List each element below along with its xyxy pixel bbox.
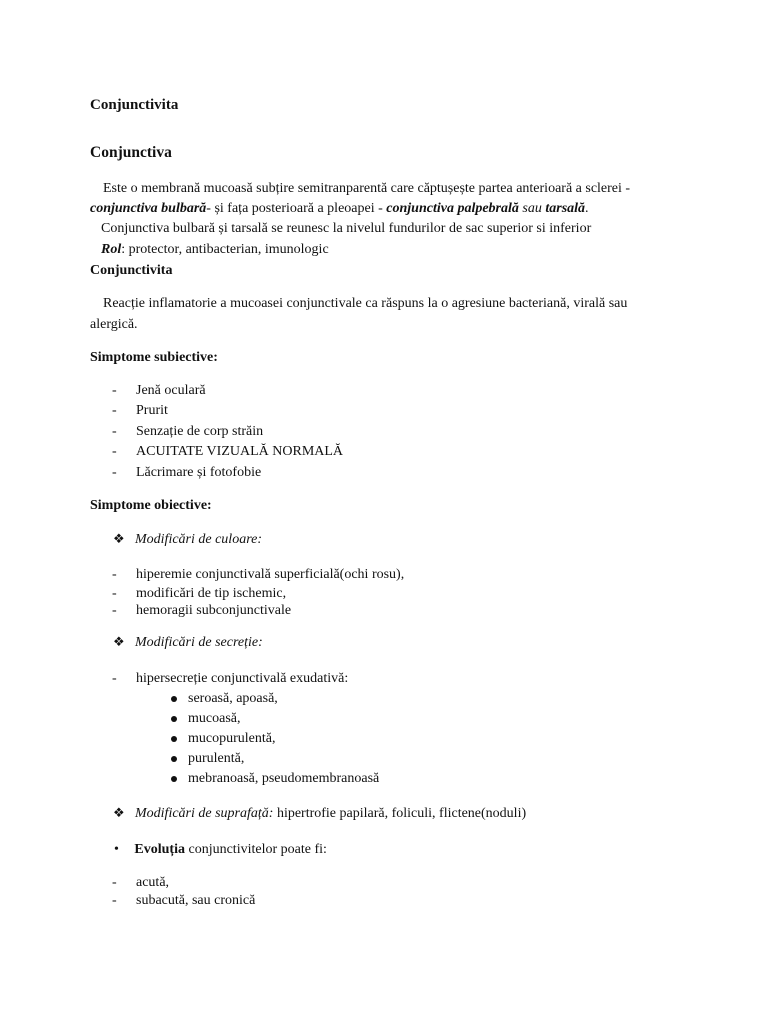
term-bold: tarsală	[545, 201, 586, 216]
diamond-list-item: ❖ Modificări de suprafață: hipertrofie papilară, foliculi, flictene(noduli)	[113, 805, 527, 821]
document-page: Conjunctivita Conjunctiva Este o membrană mucoasă subțire semitranparentă care căptușește partea anterioară a sclerei - conjunctiva bulbară- și fața posterioară a pleoapei - conjunctiva palpebrală sau tarsală. Conjunctiva bulbară și tarsală se reunesc la nivelul fundurilor de sac superior si inferior Rol: protector, antibacterian, imunologic Conjunctivita Reacție inflamatorie a mucoasei conjunctivale ca răspuns la o agresiune bacteriană, virală sau alergică. Simptome subiective: - Jenă oculară - Prurit - Senzație de corp străin - ACUITATE VIZUALĂ NORMALĂ - Lăcrimare și fotofobie Simptome obiective: ❖ Modificări de culoare: - hiperemie conjunctivală superficială(ochi rosu), - modificări de tip ischemic, - hemoragii subconjunctivale ❖ Modificări de secreție: - hipersecreție conjunctivală exudativă: seroasă, apoasă, mucoasă, mucopurulentă, purulentă, mebranoasă, pseudomembranoasă ❖ Modificări de suprafață: hipertrofie papilară, foliculi, flictene(noduli) • Evoluția conjunctivitelor poate fi: - acută, - subacută, sau cronică	[90, 97, 631, 908]
diamond-list-item: ❖ Modificări de culoare:	[113, 531, 263, 547]
section-heading-conjunctivita: Conjunctivita	[90, 263, 173, 278]
paragraph-line: alergică.	[90, 317, 138, 332]
objective-heading: Simptome obiective:	[90, 498, 212, 513]
paragraph-line: Reacție inflamatorie a mucoasei conjunctivale ca răspuns la o agresiune bacteriană, virală sau	[103, 296, 628, 311]
paragraph-line: Conjunctiva bulbară și tarsală se reunesc la nivelul fundurilor de sac superior si inferior	[101, 221, 592, 236]
document-title: Conjunctivita	[90, 97, 179, 113]
bullet-icon	[171, 776, 177, 782]
paragraph-line: Este o membrană mucoasă subțire semitranparentă care căptușește partea anterioară a sclerei -	[103, 181, 631, 196]
rol-text: : protector, antibacterian, imunologic	[121, 242, 329, 257]
paragraph-line	[101, 240, 329, 260]
diamond-bullet-icon: ❖	[113, 531, 125, 546]
evolutie-item: • Evoluția conjunctivitelor poate fi:	[114, 842, 327, 857]
section-heading-conjunctiva: Conjunctiva	[90, 144, 172, 161]
rol-label: Rol	[101, 242, 122, 257]
term-bold: conjunctiva bulbară	[90, 201, 207, 216]
paragraph-text: sau	[522, 201, 542, 216]
paragraph-text: - și fața posterioară a pleoapei -	[206, 201, 383, 216]
paragraph-line	[90, 199, 589, 219]
bullet-icon	[171, 736, 177, 742]
diamond-bullet-icon: ❖	[113, 634, 125, 649]
diamond-list-item: ❖ Modificări de secreție:	[113, 634, 263, 650]
diamond-bullet-icon: ❖	[113, 805, 125, 820]
bullet-icon	[171, 696, 177, 702]
bullet-icon: •	[114, 842, 119, 857]
subjective-heading: Simptome subiective:	[90, 350, 218, 365]
bullet-icon	[171, 756, 177, 762]
bullet-icon	[171, 716, 177, 722]
paragraph-text: .	[585, 201, 589, 216]
term-bold: conjunctiva palpebrală	[386, 201, 519, 216]
